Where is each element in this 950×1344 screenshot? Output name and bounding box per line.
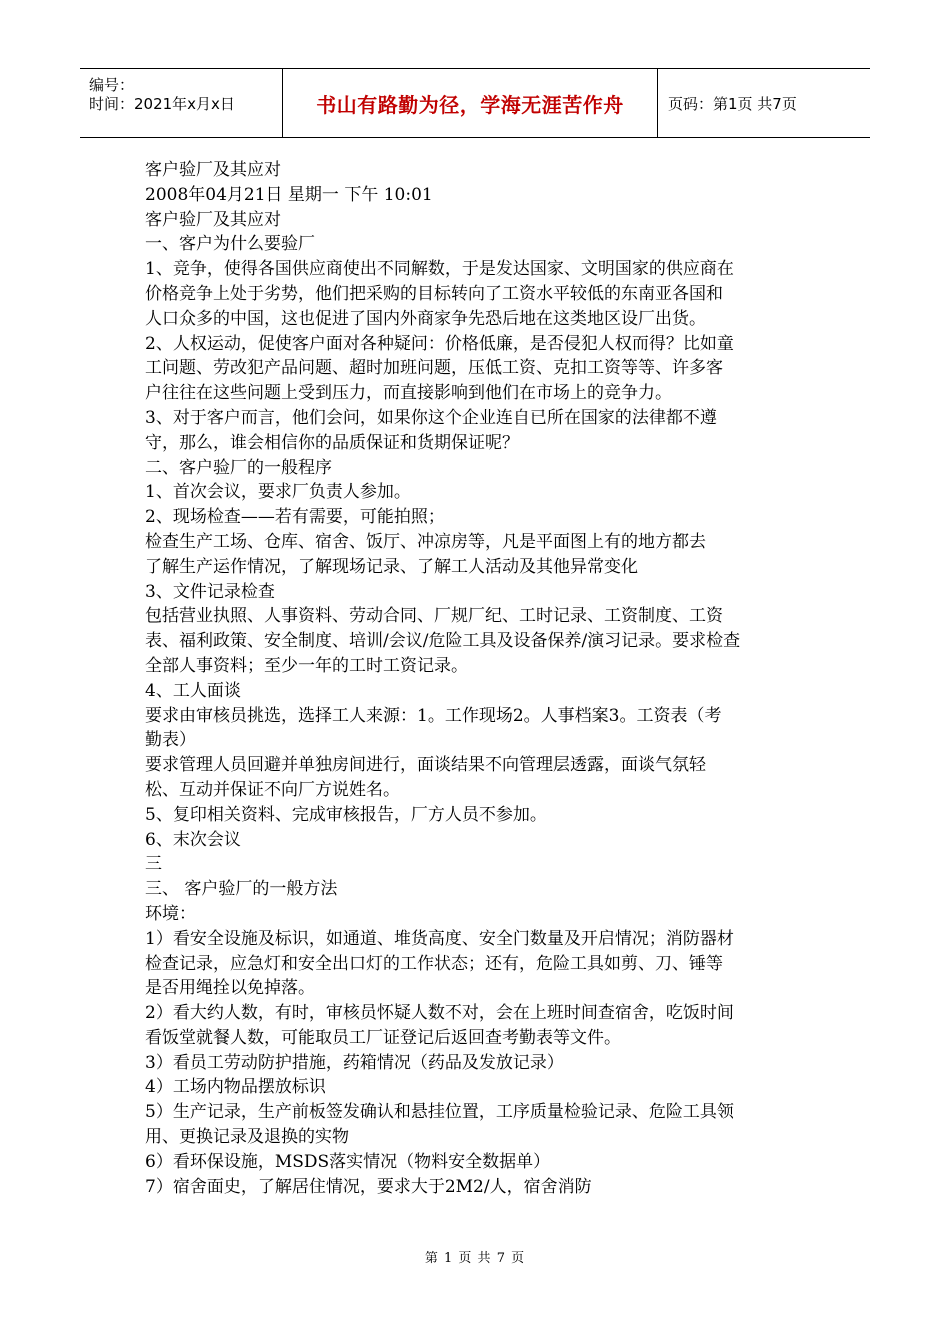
text-line: 勤表） [145, 730, 196, 751]
document-number-label: 编号： [89, 76, 135, 94]
text-line: 2、现场检查——若有需要，可能拍照； [145, 507, 445, 528]
text-line: 工问题、劳改犯产品问题、超时加班问题，压低工资、克扣工资等等、许多客 [145, 358, 723, 379]
text-line: 2）看大约人数，有时，审核员怀疑人数不对，会在上班时间查宿舍，吃饭时间 [145, 1003, 734, 1024]
document-body [145, 158, 825, 1199]
text-line: 1、首次会议，要求厂负责人参加。 [145, 482, 411, 503]
text-line: 环境： [145, 903, 196, 924]
text-line: 一、客户为什么要验厂 [145, 234, 315, 255]
text-line: 要求由审核员挑选，选择工人来源：1。工作现场2。人事档案3。工资表（考 [145, 705, 722, 726]
text-line: 看饭堂就餐人数，可能取员工厂证登记后返回查考勤表等文件。 [145, 1027, 621, 1048]
text-line: 5、复印相关资料、完成审核报告，厂方人员不参加。 [145, 804, 547, 825]
page-footer: 第 1 页 共 7 页 [424, 1251, 526, 1266]
text-line: 7）宿舍面史，了解居住情况，要求大于2M2/人，宿舍消防 [145, 1176, 592, 1197]
header-info-cell [80, 69, 283, 137]
text-line: 了解生产运作情况，了解现场记录、了解工人活动及其他异常变化 [145, 556, 638, 577]
text-line: 1）看安全设施及标识，如通道、堆货高度、安全门数量及开启情况；消防器材 [145, 928, 734, 949]
text-line: 4、工人面谈 [145, 680, 241, 701]
text-line: 松、互动并保证不向厂方说姓名。 [145, 779, 400, 800]
document-date-label: 时间：2021年x月x日 [89, 95, 235, 113]
text-line: 价格竞争上处于劣势，他们把采购的目标转向了工资水平较低的东南亚各国和 [145, 283, 723, 304]
text-line: 2、人权运动，促使客户面对各种疑问：价格低廉，是否侵犯人权而得？比如童 [145, 333, 734, 354]
text-line: 5）生产记录，生产前板签发确认和悬挂位置，工序质量检验记录、危险工具领 [145, 1102, 734, 1123]
text-line: 用、更换记录及退换的实物 [145, 1127, 349, 1148]
text-line: 检查记录，应急灯和安全出口灯的工作状态；还有，危险工具如剪、刀、锤等 [145, 953, 723, 974]
text-line: 2008年04月21日 星期一 下午 10:01 [145, 184, 433, 205]
text-line: 4）工场内物品摆放标识 [145, 1077, 326, 1098]
text-line: 二、客户验厂的一般程序 [145, 457, 332, 478]
page-number-label: 页码：第1页 共7页 [668, 94, 797, 113]
text-line: 客户验厂及其应对 [145, 160, 281, 180]
text-line: 6）看环保设施，MSDS落实情况（物料安全数据单） [145, 1151, 551, 1172]
text-line: 是否用绳拴以免掉落。 [145, 978, 315, 999]
text-line: 1、竞争，使得各国供应商使出不同解数，于是发达国家、文明国家的供应商在 [145, 259, 734, 280]
text-line: 客户验厂及其应对 [145, 209, 281, 230]
text-line: 3）看员工劳动防护措施，药箱情况（药品及发放记录） [145, 1052, 564, 1073]
text-line: 全部人事资料；至少一年的工时工资记录。 [145, 655, 468, 676]
text-line: 要求管理人员回避并单独房间进行，面谈结果不向管理层透露，面谈气氛轻 [145, 755, 706, 776]
motto-text: 书山有路勤为径，学海无涯苦作舟 [316, 92, 624, 117]
text-line: 3、对于客户而言，他们会问，如果你这个企业连自已所在国家的法律都不遵 [145, 407, 717, 428]
header-table [80, 68, 870, 138]
text-line: 包括营业执照、人事资料、劳动合同、厂规厂纪、工时记录、工资制度、工资 [145, 606, 723, 627]
header-motto-cell [283, 69, 658, 137]
text-line: 守，那么，谁会相信你的品质保证和货期保证呢？ [145, 432, 519, 453]
text-line: 三 [145, 854, 162, 875]
text-line: 户往往在这些问题上受到压力，而直接影响到他们在市场上的竞争力。 [145, 383, 672, 404]
header-page-cell [658, 69, 870, 137]
text-line: 三、 客户验厂的一般方法 [145, 879, 338, 900]
text-line: 检查生产工场、仓库、宿舍、饭厅、冲凉房等，凡是平面图上有的地方都去 [145, 531, 706, 552]
text-line: 6、末次会议 [145, 829, 241, 850]
text-line: 人口众多的中国，这也促进了国内外商家争先恐后地在这类地区设厂出货。 [145, 308, 706, 329]
text-line: 表、福利政策、安全制度、培训/会议/危险工具及设备保养/演习记录。要求检查 [145, 631, 741, 652]
text-line: 3、文件记录检查 [145, 581, 275, 602]
